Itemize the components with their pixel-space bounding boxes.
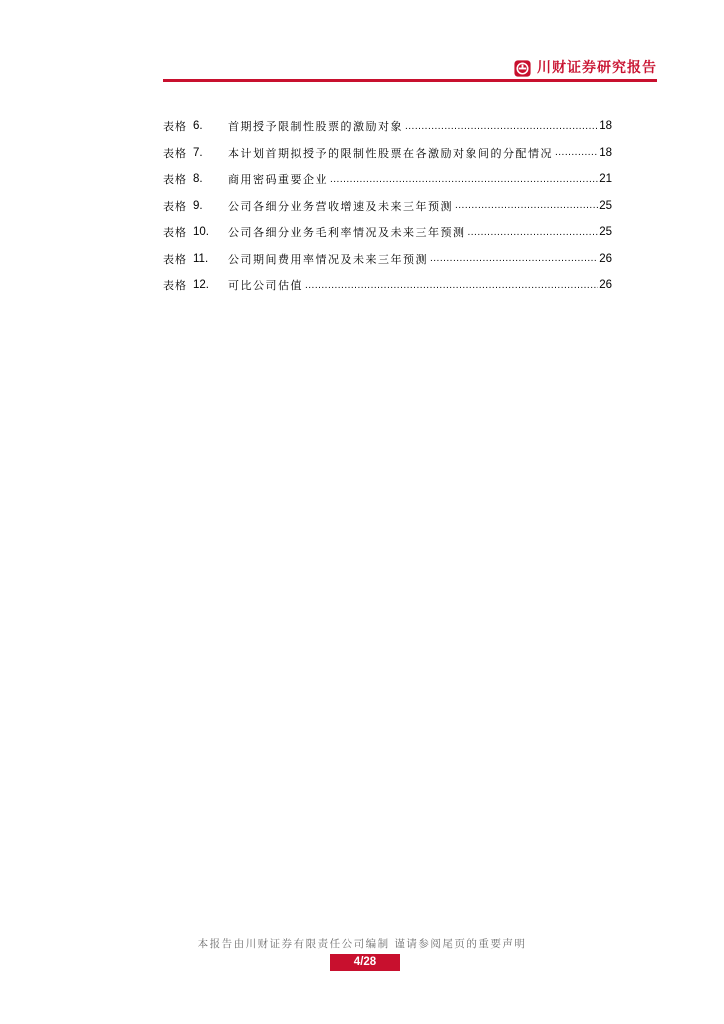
brand <box>514 60 657 77</box>
toc-entry[interactable] <box>163 166 612 193</box>
toc-entry-prefix: 表格 <box>163 173 187 187</box>
toc-dot-leader <box>455 200 598 211</box>
toc-entry-page: 26 <box>599 252 612 265</box>
toc-entry-number: 6. <box>193 120 203 133</box>
toc-entry-prefix: 表格 <box>163 279 187 293</box>
toc-entry-number: 10. <box>193 226 209 239</box>
toc-entry-number: 9. <box>193 199 203 212</box>
toc-entry-page: 18 <box>599 120 612 133</box>
toc-entry-number: 12. <box>193 279 209 292</box>
toc-entry-page: 25 <box>599 226 612 239</box>
page-number-indicator: 4/28 <box>330 954 400 971</box>
toc-entry[interactable] <box>163 140 612 167</box>
brand-name: 川财证券研究报告 <box>537 60 657 76</box>
toc-entry-title: 公司各细分业务毛利率情况及未来三年预测 <box>228 226 466 240</box>
toc-entry-number: 7. <box>193 146 203 159</box>
page-header <box>163 58 657 84</box>
toc-entry-prefix: 表格 <box>163 199 187 213</box>
toc-entry-prefix: 表格 <box>163 252 187 266</box>
toc-entry-title: 可比公司估值 <box>228 279 303 293</box>
toc-entry[interactable] <box>163 193 612 220</box>
toc-dot-leader <box>330 174 598 185</box>
toc-entry-page: 25 <box>599 199 612 212</box>
toc-dot-leader <box>405 121 598 132</box>
toc-entry-title: 商用密码重要企业 <box>228 173 328 187</box>
footer-disclaimer: 本报告由川财证券有限责任公司编制 谨请参阅尾页的重要声明 <box>197 938 527 950</box>
toc-entry-prefix: 表格 <box>163 226 187 240</box>
toc-entry-number: 11. <box>193 252 209 265</box>
toc-entry-prefix: 表格 <box>163 120 187 134</box>
toc-entry-title: 首期授予限制性股票的激励对象 <box>228 120 403 134</box>
toc-entry-number: 8. <box>193 173 203 186</box>
toc-entry-title: 本计划首期拟授予的限制性股票在各激励对象间的分配情况 <box>228 146 553 160</box>
toc-entry-title: 公司期间费用率情况及未来三年预测 <box>228 252 428 266</box>
toc-entry[interactable] <box>163 246 612 273</box>
toc-entry[interactable] <box>163 113 612 140</box>
table-of-contents <box>163 113 612 299</box>
toc-dot-leader <box>555 147 598 158</box>
toc-entry[interactable] <box>163 219 612 246</box>
chuancai-logo-icon <box>514 60 531 77</box>
header-divider <box>163 79 657 82</box>
toc-entry-title: 公司各细分业务营收增速及未来三年预测 <box>228 199 453 213</box>
toc-entry-page: 26 <box>599 279 612 292</box>
toc-dot-leader <box>468 227 599 238</box>
toc-entry-prefix: 表格 <box>163 146 187 160</box>
toc-entry-page: 18 <box>599 146 612 159</box>
toc-dot-leader <box>430 253 598 264</box>
toc-entry-page: 21 <box>599 173 612 186</box>
toc-entry[interactable] <box>163 272 612 299</box>
toc-dot-leader <box>305 280 598 291</box>
